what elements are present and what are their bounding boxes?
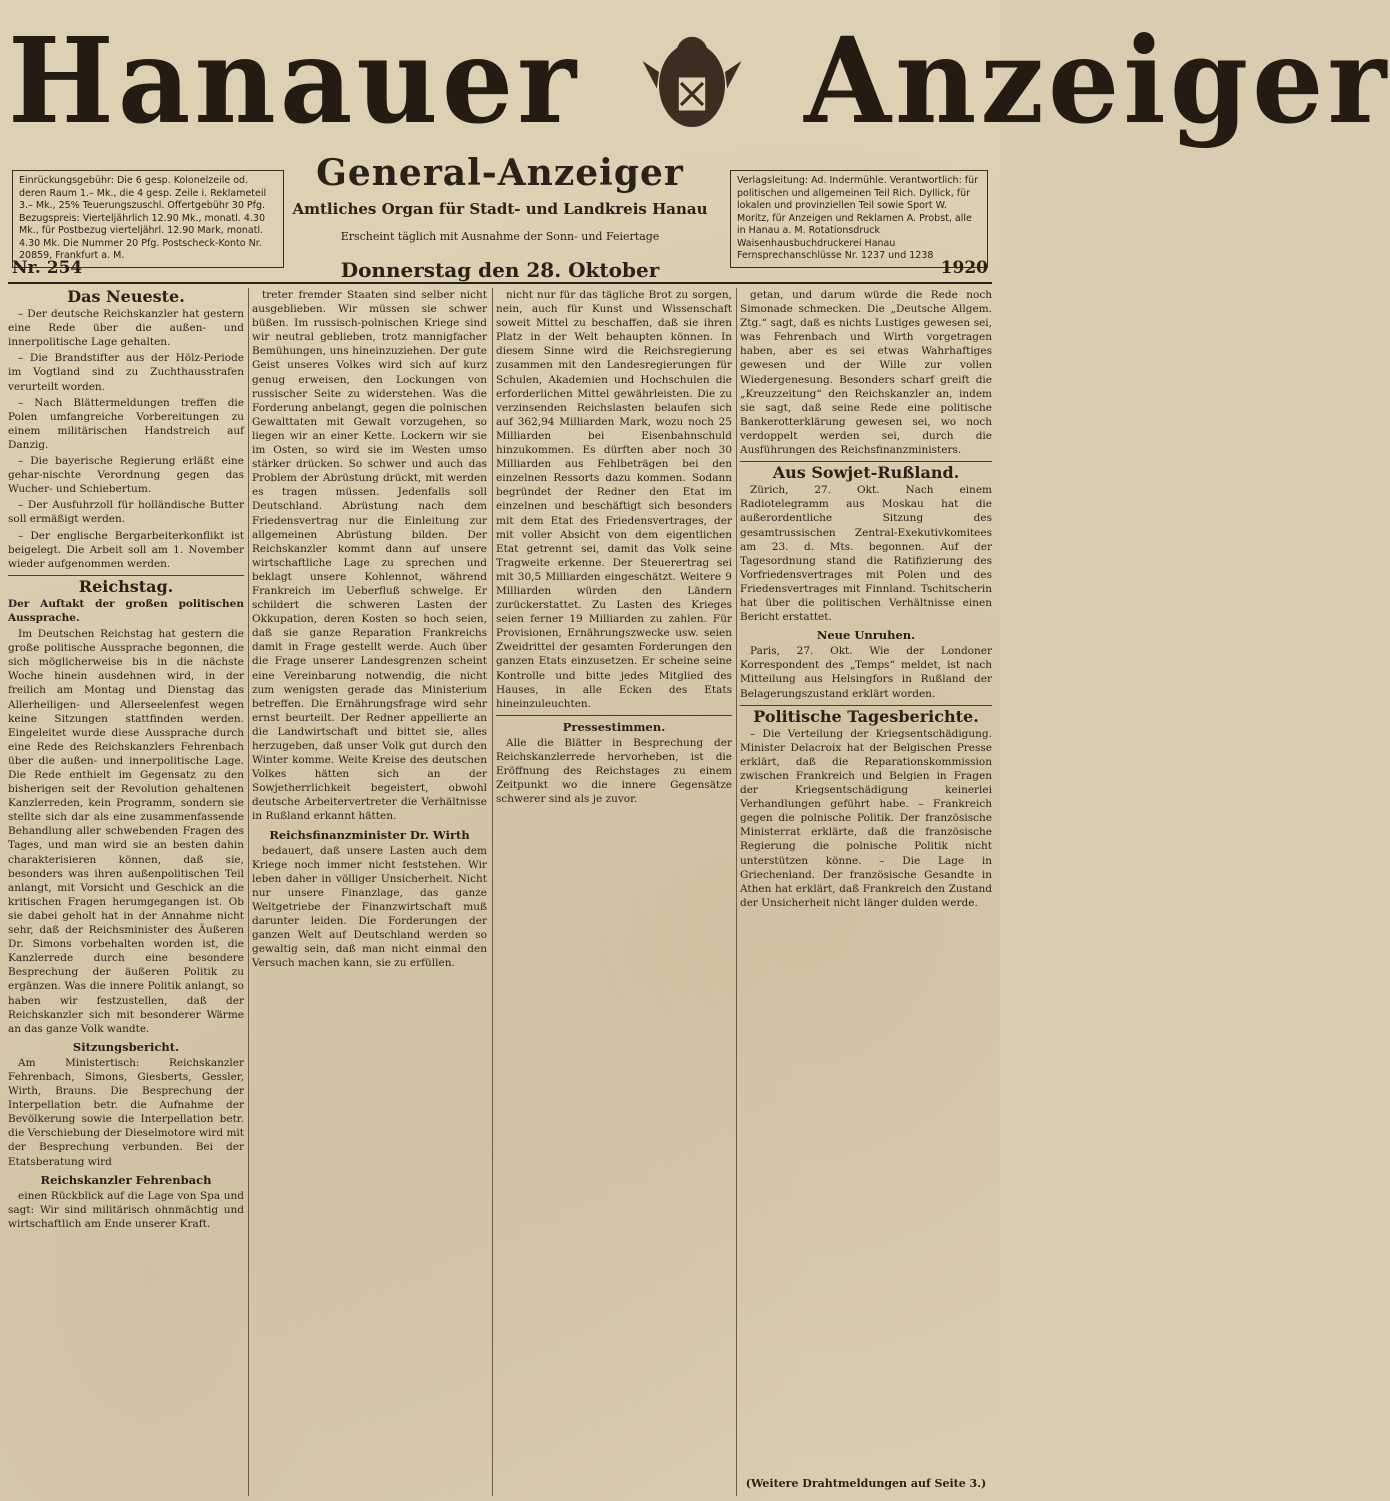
heading-reichstag: Reichstag. [78,576,174,596]
newspaper-title [8,12,1390,151]
subtitle: General-Anzeiger [316,152,684,194]
divider [740,705,992,706]
heading-finance-minister: Reichsfinanzminister Dr. Wirth [269,827,470,842]
divider [496,715,732,716]
issue-number: Nr. 254 [12,258,83,278]
news-item: – Der englische Bergarbeiterkonflikt ist beigelegt. Die Arbeit soll am 1. November wieder aufgenommen werden. [8,529,244,570]
heading-political-reports: Politische Tagesberichte. [753,706,979,726]
column-2 [252,288,487,1496]
issue-date: Donnerstag den 28. Oktober [340,258,660,282]
news-item: – Der deutsche Reichskanzler hat gestern eine Rede über die außen- und innerpolitische Lage gehalten. [8,308,244,349]
dateline [8,252,992,284]
news-item: – Der Ausfuhrzoll für holländische Butter soll ermäßigt werden. [8,499,244,526]
article-body: Alle die Blätter in Besprechung der Reichskanzlerrede hervorheben, ist die Eröffnung des Reichstages zu einem Zeitpunkt wo die innere Gegensätze schwerer sind als je zuvor. [496,736,732,806]
column-1 [8,288,244,1496]
article-body: getan, und darum würde die Rede noch Simonade schmecken. Die „Deutsche Allgem. Ztg.“ sagt, daß es nichts Lustiges gewesen sei, was Fehrenbach und Wirth vorgetragen haben, aber es sei etwas Wahrhaftiges gewesen und der Wille zur vollen Wiedergenesung. Besonders scharf greift die „Kreuzzeitung“ den Reichskanzler an, indem sie sagt, daß seine Rede eine politische Bankerotterklärung gewesen sei, wo noch verdoppelt werden sei, durch die Ausführungen des Reichsfinanzministers. [740,289,992,457]
article-body: Paris, 27. Okt. Wie der Londoner Korrespondent des „Temps“ meldet, ist nach Mitteilung aus Helsingfors in Rußland der Belagerungszustand erklärt worden. [740,645,992,700]
heading-session: Sitzungsbericht. [72,1039,180,1054]
article-body: – Die Verteilung der Kriegsentschädigung. Minister Delacroix hat der Belgischen Presse erklärt, daß die Reparationskommission zwischen Frankreich und Belgien in Fragen der Kriegsentschädigung keinerlei Verhandlungen geführt habe. – Frankreich gegen die polnische Politik. Der französische Ministerrat erklärte, daß die französische Regierung die polnische Politik nicht unterstützen könne. – Die Lage in Griechenland. Der französische Gesandte in Athen hat erklärt, daß Frankreich den Zustand der Unsicherheit nicht länger dulden werde. [740,727,992,909]
title-left: Hanauer [8,12,581,151]
article-columns [8,288,992,1496]
coat-of-arms-icon [637,28,747,138]
article-body: bedauert, daß unsere Lasten auch dem Kriege noch immer nicht feststehen. Wir leben daher in völliger Unsicherheit. Nicht nur unsere Finanzlage, das ganze Weltgetriebe der Finanzwirtschaft muß darunter leiden. Die Forderungen der ganzen Welt auf Deutschland werden so gewaltig sein, daß man nicht einmal den Versuch machen kann, sie zu erfüllen. [252,844,487,970]
masthead [8,0,1390,261]
schedule-line: Erscheint täglich mit Ausnahme der Sonn- und Feiertage [340,230,660,243]
divider [740,461,992,462]
column-rule [492,288,493,1496]
tagline: Amtliches Organ für Stadt- und Landkreis Hanau [292,200,708,218]
news-item: – Die Brandstifter aus der Hölz-Periode im Vogtland sind zu Zuchthausstrafen verurteilt worden. [8,352,244,393]
column-4 [740,288,992,1496]
article-body: Am Ministertisch: Reichskanzler Fehrenbach, Simons, Giesberts, Gessler, Wirth, Brauns. Die Besprechung der Interpellation betr. die Aufnahme der Bevölkerung sowie die Interpellation betr. die Verschiebung der Dieselmotore wird mit der Besprechung verbunden. Bei der Etatsberatung wird [8,1056,244,1168]
divider [8,575,244,576]
publisher-box: Verlagsleitung: Ad. Indermühle. Verantwortlich: für politischen und allgemeinen Teil Rich. Dyllick, für lokalen und provinziellen Teil sowie Sport W. Moritz, für Anzeigen und Reklamen A. Probst, alle in Hanau a. M. Rotationsdruck Waisenhausbuchdruckerei Hanau Fernsprechanschlüsse Nr. 1237 und 1238 [730,170,988,268]
column-3 [496,288,732,1496]
kicker: Der Auftakt der großen politischen Aussprache. [8,597,244,624]
heading-press: Pressestimmen. [562,719,666,734]
article-body: Im Deutschen Reichstag hat gestern die große politische Aussprache begonnen, die sich möglicherweise bis in die nächste Woche hinein ausdehnen wird, in der freilich am Montag und Dienstag das Allerheiligen- und Allerseelenfest wegen keine Sitzungen stattfinden werden. Eingeleitet wurde diese Aussprache durch eine Rede des Reichskanzlers Fehrenbach über die außen- und innerpolitische Lage. Die Rede enthielt im Gegensatz zu den bisherigen seit der Revolution gehaltenen Kanzlerreden, kein Programm, sondern sie stellte sich dar als eine zusammenfassende Behandlung aller schwebenden Fragen des Tages, und man wird sie an besten dahin charakterisieren können, daß sie, besonders was ihren außenpolitischen Teil anlangt, mit Vorsicht und Geschick an die kritischen Fragen herumgegangen ist. Ob sie dabei geholt hat in der Annahme nicht sehr, daß der Reichsminister des Äußeren Dr. Simons vorbehalten worden ist, die Kanzlerrede durch eine besondere Besprechung der äußeren Politik zu ergänzen. Was die innere Politik anlangt, so haben wir festzustellen, daß der Reichskanzler sich mit besonderer Wärme an das ganze Volk wandte. [8,628,244,1035]
article-body: treter fremder Staaten sind selber nicht ausgeblieben. Wir müssen sie schwer büßen. Im russisch-polnischen Kriege sind wir neutral geblieben, trotz mannigfacher Bemühungen, uns hineinzuziehen. Der gute Geist unseres Volkes wird sich auf kurz genug erweisen, den Lockungen von russischer Seite zu widerstehen. Was die Forderung anbelangt, gegen die polnischen Gewalttaten mit Gewalt vorzugehen, so liegen wir an einer Kette. Lockern wir sie im Osten, so wird sie im Westen umso stärker drücken. So schwer und auch das Problem der Abrüstung drückt, mit werden es tragen müssen. Jedenfalls soll Deutschland. Abrüstung nach dem Friedensvertrag nur die Einleitung zur allgemeinen Abrüstung bilden. Der Reichskanzler kommt dann auf unsere wirtschaftliche Lage zu sprechen und beklagt unsere Kohlennot, während Frankreich im Ueberfluß schwelge. Er schildert die schweren Lasten der Okkupation, deren Kosten so hoch seien, daß sie ganze Reparation Frankreichs damit in Frage gestellt werde. Auch über die Frage unserer Landesgrenzen scheint eine Vereinbarung notwendig, die nicht zum wenigsten gerade das Ministerium betreffen. Die Ernährungsfrage wird sehr ernst beurteilt. Der Redner appellierte an die Landwirtschaft und bittet sie, alles herzugeben, daß unser Volk gut durch den Winter komme. Weite Kreise des deutschen Volkes hätten sich an der Sowjetherrlichkeit begeistert, obwohl deutsche Arbeitervertreter die Verhältnisse in Rußland erkannt hätten. [252,289,487,823]
title-right: Anzeiger [804,12,1390,151]
column-rule [248,288,249,1496]
issue-year: 1920 [940,258,988,278]
article-body: Zürich, 27. Okt. Nach einem Radiotelegramm aus Moskau hat die außerordentliche Sitzung des gesamtrussischen Zentral-Exekutivkomitees am 23. d. Mts. begonnen. Auf der Tagesordnung stand die Ratifizierung des Vorfriedensvertrages mit Polen und des Friedensvertrages mit Finnland. Tschitscherin hat über die politischen Verhältnisse einen Bericht erstattet. [740,484,992,624]
article-body: einen Rückblick auf die Lage von Spa und sagt: Wir sind militärisch ohnmächtig und wirtschaftlich am Ende unserer Kraft. [8,1189,244,1230]
heading-soviet-russia: Aus Sowjet-Rußland. [772,463,960,483]
article-body: nicht nur für das tägliche Brot zu sorgen, nein, auch für Kunst und Wissenschaft soweit Mittel zu beschaffen, daß sie ihren Platz in der Welt behaupten können. In diesem Sinne wird die Reichsregierung zusammen mit den Landesregierungen für Schulen, Akademien und Hochschulen die erforderlichen Mittel gewährleisten. Die zu verzinsenden Reichslasten belaufen sich auf 362,94 Milliarden Mark, wozu noch 25 Milliarden bei Eisenbahnschuld hinzukommen. Es dürften aber noch 30 Milliarden aus Fehlbeträgen bei den einzelnen Ressorts dazu kommen. Sodann begründet der Redner den Etat im einzelnen und beschäftigt sich besonders mit dem Etat des Friedensvertrages, der mit voller Absicht von dem eigentlichen Etat getrennt sei, damit das Volk seine Tragweite erkenne. Der Steuerertrag sei mit 30,5 Milliarden eingeschätzt. Weitere 9 Milliarden würden den Ländern zurückerstattet. Zu Lasten des Krieges seien ferner 19 Milliarden zu zahlen. Für Provisionen, Ernährungszwecke usw. seien Zweidrittel der gesamten Forderungen den ganzen Etats einzusetzen. Er scheine seine Kontrolle und bitte jedes Mitglied des Hauses, in alle Ecken des Etats hineinzuleuchten. [496,289,732,710]
news-item: – Nach Blättermeldungen treffen die Polen umfangreiche Vorbereitungen zu einem militärischen Handstreich auf Danzig. [8,396,244,451]
heading-unrest: Neue Unruhen. [816,628,916,643]
column-rule [736,288,737,1496]
news-item: – Die bayerische Regierung erläßt eine gehar-nischte Verordnung gegen das Wucher- und Schiebertum. [8,455,244,496]
heading-latest-news: Das Neueste. [67,287,185,306]
pricing-box: Einrückungsgebühr: Die 6 gesp. Kolonelzeile od. deren Raum 1.– Mk., die 4 gesp. Zeile i. Reklameteil 3.– Mk., 25% Teuerungszuschl. Offertgebühr 30 Pfg. Bezugspreis: Vierteljährlich 12.90 Mk., monatl. 4.30 Mk., für Postbezug vierteljährl. 12.90 Mark, monatl. 4.30 Mk. Die Nummer 20 Pfg. Postscheck-Konto Nr. 20859, Frankfurt a. M. [12,170,284,268]
continued-note: (Weitere Drahtmeldungen auf Seite 3.) [745,1477,987,1490]
heading-chancellor: Reichskanzler Fehrenbach [40,1172,212,1187]
